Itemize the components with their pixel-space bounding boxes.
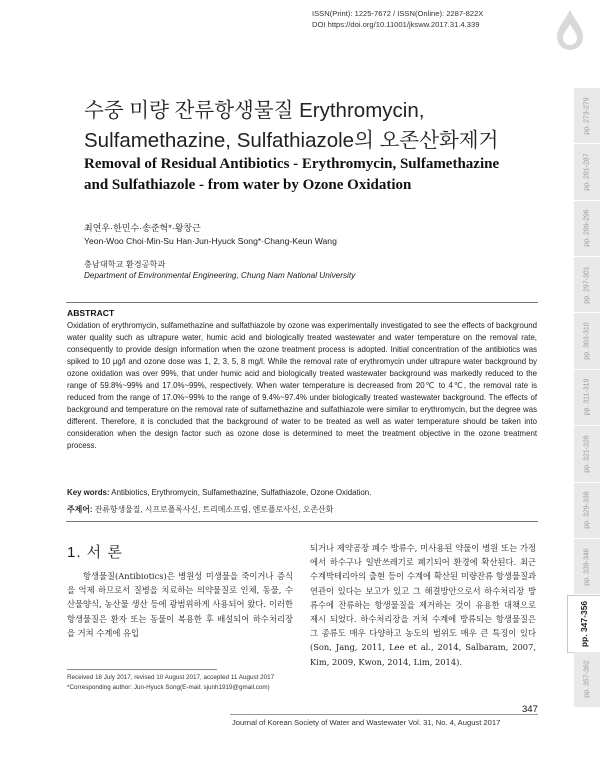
keywords-bottom-rule <box>66 521 538 522</box>
issn-doi-block <box>312 8 542 30</box>
page-range-label: pp. 273-279 <box>583 96 591 135</box>
abstract-text: Oxidation of erythromycin, sulfamethazine and sulfathiazole by ozone was experimentally investigated to see the effects of background water quality such as ultrapure water, humic acid and biologically treated wastewater and water temperature on the removal rate, consequently to provide design information when the ozone treatment process is adopted. Initial concentration of the antibiotics was spiked to 10 μg/l and ozone dose was 1, 2, 3, 5, 8 mg/l. While the removal rate of erythromycin under ultrapure water background by ozone oxidation was over 99%, that under humic acid and biologically treated wastewater background was markedly reduced to the range of 59.8%~99% and 17.0%~99%, respectively. When water temperature is decreased from 20℃ to 4℃, the removal rate is reduced from the range of 17.0%~99% to the range of 9.4%~97.4% under biologically treated wastewater background. The effects of background and temperature on the removal rate of sulfamethazine and sulfathiazole were similar to erythromycin, but the degree was different. Therefore, it is concluded that the background of water to be treated as well as water temperature should be taken into consideration when the design factor such as ozone dose is determined to meet the treatment objective in the ozone treatment process. <box>67 321 537 451</box>
page-range-label: pp. 339-346 <box>583 547 591 586</box>
page-range-label: pp. 329-338 <box>583 491 591 529</box>
page-range-tab <box>574 144 600 200</box>
korean-keywords-text: 잔류항생물질, 시프로플록사신, 트리메소프림, 엔로플로사신, 오존산화 <box>92 505 334 514</box>
page-range-label: pp. 311-319 <box>583 379 591 416</box>
body-right-column: 되거나 제약공장 폐수 방류수, 미사용된 약물이 병원 또는 가정에서 하수구나 일반쓰레기로 폐기되어 환경에 확산된다. 최근 수계박테리아의 출현 등이 수계에 확산된 미량잔류 항생물질과 연관이 있다는 보고가 있고 그 해결방안으로서 하수처리장 방류수에 잔류하는 항생물질을 제거하는 것이 유용한 대책으로 제시 되었다. 하수처리장을 거쳐 수계에 방류되는 항생물질은 그 종류도 매우 다양하고 농도의 범위도 매우 큰 특징이 있다(Son, Jang, 2011, Lee et al., 2014, Salbaram, 2007, Kim, 2009, Kwon, 2014, Lim, 2014). <box>310 543 536 667</box>
page-range-label: pp. 281-287 <box>583 153 591 191</box>
abstract-heading: ABSTRACT <box>67 308 115 318</box>
page-range-label: pp. 321-328 <box>583 435 591 473</box>
page-range-tabs <box>574 88 600 708</box>
doi-line: DOI https://doi.org/10.11001/jksww.2017.31.4.339 <box>312 20 480 29</box>
affiliation-korean: 충남대학교 환경공학과 <box>84 260 166 269</box>
page-range-label: pp. 357-362 <box>583 660 591 698</box>
corresponding-author: *Corresponding author: Jun-Hyuck Song(E-mail: sjunh1919@gmail.com) <box>67 683 270 691</box>
keywords-label: Key words: <box>67 488 110 497</box>
page-number: 347 <box>522 704 538 715</box>
page-range-label: pp. 297-301 <box>583 266 591 304</box>
page-range-tab <box>574 313 600 369</box>
page-range-label: pp. 347-356 <box>579 600 589 648</box>
page-range-tab <box>574 88 600 144</box>
authors-korean: 최연우·한민수·송준혁*·왕창근 <box>84 223 201 233</box>
page-range-tab <box>574 483 600 539</box>
page-range-tab <box>574 539 600 595</box>
journal-citation: Journal of Korean Society of Water and Wastewater Vol. 31, No. 4, August 2017 <box>232 718 501 727</box>
page-range-label: pp. 289-296 <box>583 209 591 248</box>
page-range-tab <box>574 201 600 257</box>
issn-line: ISSN(Print): 1225-7672 / ISSN(Online): 2287-822X <box>312 9 484 18</box>
keywords <box>67 488 537 497</box>
page-range-label: pp. 303-310 <box>583 322 591 360</box>
korean-title: 수중 미량 잔류항생물질 Erythromycin, Sulfamethazine, Sulfathiazole의 오존산화제거 <box>84 99 499 152</box>
keywords-text: Antibiotics, Erythromycin, Sulfamethazine, Sulfathiazole, Ozone Oxidation. <box>109 488 372 497</box>
authors-english: Yeon-Woo Choi·Min-Su Han·Jun-Hyuck Song*·Chang-Keun Wang <box>84 236 337 246</box>
abstract-top-rule <box>66 302 538 303</box>
received-dates: Received 18 July 2017, revised 10 August 2017, accepted 11 August 2017 <box>67 674 275 681</box>
section-heading: 1. 서 론 <box>67 544 123 561</box>
page-range-tab <box>574 370 600 426</box>
footer-rule <box>230 714 538 715</box>
footnote <box>67 673 297 692</box>
footnote-rule <box>67 669 217 670</box>
korean-keywords-label: 주제어: <box>67 505 93 514</box>
page-range-tab <box>574 257 600 313</box>
page-range-tab <box>574 426 600 482</box>
journal-logo-icon <box>554 8 586 52</box>
page-range-tab-active <box>567 595 600 652</box>
korean-keywords <box>67 504 537 515</box>
page-range-tab <box>574 652 600 708</box>
body-left-column: 항생물질(Antibiotics)은 병원성 미생물을 죽이거나 증식을 억제 하므로서 질병을 치료하는 의약물질로 인체, 동물, 수산물양식, 농산물 생산 등에 광범위하게 사용되어 왔다. 이러한 항생물질은 환자 또는 동물이 복용한 후 배설되어 하수처리장을 거쳐 수계에 유입 <box>67 571 293 638</box>
affiliation-english: Department of Environmental Engineering, Chung Nam National University <box>84 271 356 280</box>
english-title: Removal of Residual Antibiotics - Erythromycin, Sulfamethazine and Sulfathiazole - from water by Ozone Oxidation <box>84 156 500 193</box>
